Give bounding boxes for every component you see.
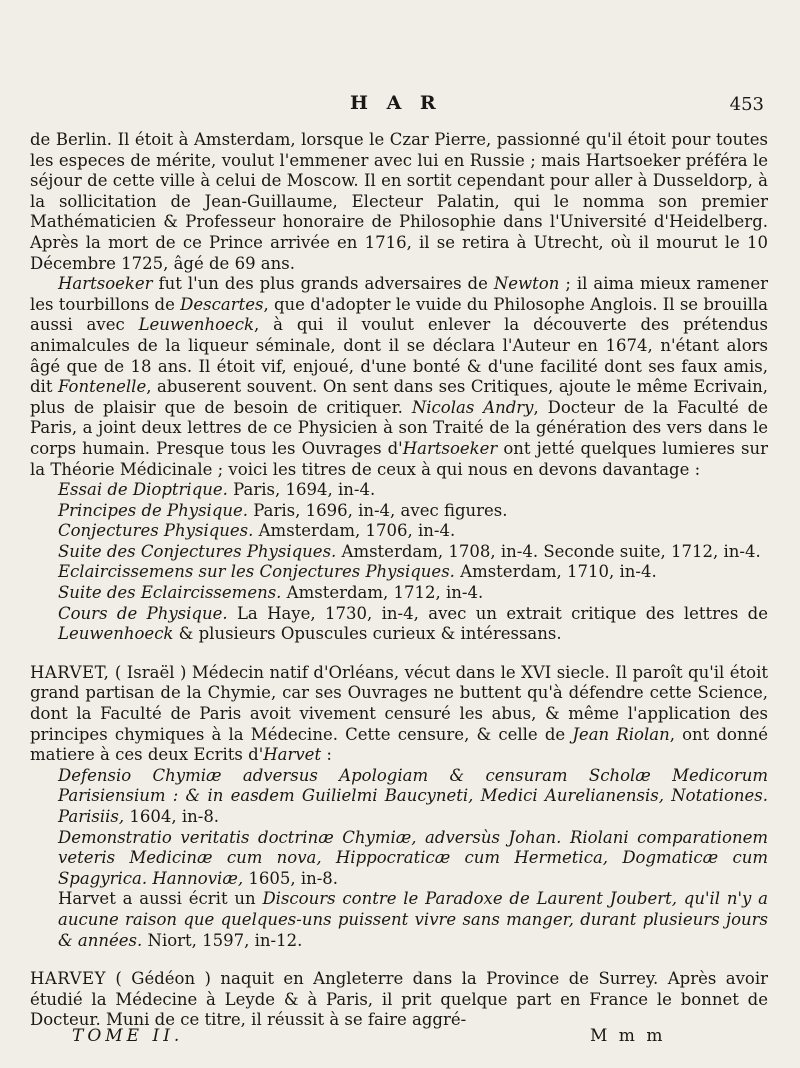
harvet-work-3 bbox=[30, 889, 768, 951]
headword-harvet: HARVET, bbox=[30, 662, 110, 682]
text-run: fut l'un des plus grands adversaires de bbox=[152, 274, 494, 294]
text-run: , que d'adopter le vuide du Philosophe Anglois. Il se brouilla aussi avec bbox=[30, 294, 768, 335]
volume-label: TOME II. bbox=[72, 1026, 184, 1046]
text-run: ont jetté quelques lumieres sur la Théorie Médicinale ; voici les titres de ceux à qui nous en devons davantage : bbox=[30, 438, 768, 479]
work-title: Discours contre le Paradoxe de Laurent Joubert, qu'il n'y a aucune raison que quelques-uns puissent vivre sans manger, durant plusieurs jours & années. bbox=[58, 889, 768, 950]
work-details: Paris, 1694, in-4. bbox=[227, 480, 376, 500]
work-entry bbox=[30, 501, 768, 522]
entry-gap bbox=[30, 645, 768, 663]
work-details: & plusieurs Opuscules curieux & intéressans. bbox=[173, 624, 562, 644]
harvet-work-2 bbox=[30, 828, 768, 890]
harvet-entry bbox=[30, 663, 768, 766]
name-fontenelle: Fontenelle bbox=[58, 377, 147, 397]
text-run: : bbox=[321, 745, 332, 765]
page-body bbox=[30, 130, 768, 1031]
work-details: Paris, 1696, in-4, avec figures. bbox=[248, 500, 508, 520]
work-details: Amsterdam, 1712, in-4. bbox=[281, 583, 484, 603]
text-run: , à qui il voulut enlever la découverte des prétendus animalcules de la liqueur séminale, dont il se déclara l'Auteur en 1674, n'étant alors âgé que de 18 ans. Il étoit vif, enjoué, d'une bonté & d'une facilité dont ses faux amis, dit bbox=[30, 315, 768, 397]
work-title: Conjectures Physiques. bbox=[58, 521, 254, 541]
text-run: , Docteur de la Faculté de Paris, a joint deux lettres de ce Physicien à son Traité de la génération des vers dans le corps humain. Presque tous les Ouvrages d' bbox=[30, 397, 768, 458]
hartsoeker-paragraph-1: de Berlin. Il étoit à Amsterdam, lorsque le Czar Pierre, passionné qu'il étoit pour toutes les especes de mérite, voulut l'emmener avec lui en Russie ; mais Hartsoeker préféra le séjour de cette ville à celui de Moscow. Il en sortit cependant pour aller à Dusseldorp, à la sollicitation de Jean-Guillaume, Electeur Palatin, qui le nomma son premier Mathématicien & Professeur honoraire de Philosophie dans l'Université d'Heidelberg. Après la mort de ce Prince arrivée en 1716, il se retira à Utrecht, où il mourut le 10 Décembre 1725, âgé de 69 ans. bbox=[30, 130, 768, 273]
work-entry bbox=[30, 583, 768, 604]
work-entry-cours bbox=[30, 604, 768, 645]
work-title: Principes de Physique. bbox=[58, 500, 249, 520]
page-header bbox=[0, 92, 800, 122]
headword-harvey: HARVEY bbox=[30, 969, 106, 989]
work-details: Amsterdam, 1708, in-4. Seconde suite, 1712, in-4. bbox=[336, 541, 761, 561]
work-details: Niort, 1597, in-12. bbox=[142, 930, 303, 950]
text-run: , ont donné matiere à ces deux Ecrits d' bbox=[30, 724, 768, 765]
work-details: Amsterdam, 1710, in-4. bbox=[454, 562, 657, 582]
name-leuwenhoeck: Leuwenhoeck bbox=[58, 624, 174, 644]
text-run: ( Gédéon ) naquit en Angleterre dans la Province de Surrey. Après avoir étudié la Médecine à Leyde & à Paris, il prit quelque part en France le bonnet de Docteur. Muni de ce titre, il réussit à se faire aggré- bbox=[30, 969, 768, 1030]
page-number: 453 bbox=[729, 94, 764, 115]
work-entry bbox=[30, 480, 768, 501]
work-title: Essai de Dioptrique. bbox=[58, 480, 228, 500]
work-title: Suite des Eclaircissemens. bbox=[58, 583, 282, 603]
name-andry: Nicolas Andry bbox=[411, 397, 534, 417]
work-title: Cours de Physique. bbox=[58, 603, 228, 623]
work-title: Demonstratio veritatis doctrinæ Chymiæ, adversùs Johan. Riolani comparationem veteris Medicinæ cum nova, Hippocraticæ cum Hermetica, Dogmaticæ cum Spagyrica. Hannoviæ, bbox=[58, 827, 768, 888]
text-run: , abuserent souvent. On sent dans ses Critiques, ajoute le même Ecrivain, plus de plaisir que de besoin de critiquer. bbox=[30, 377, 768, 417]
text-run: ( Israël ) Médecin natif d'Orléans, vécut dans le XVI siecle. Il paroît qu'il étoit grand partisan de la Chymie, car ses Ouvrages ne buttent qu'à défendre cette Science, dont la Faculté de Paris avoit vivement censuré les abus, & même l'application des principes chymiques à la Médecine. Cette censure, & celle de bbox=[30, 662, 768, 744]
work-entry bbox=[30, 542, 768, 563]
work-title: Eclaircissemens sur les Conjectures Physiques. bbox=[58, 562, 455, 582]
text-run: ; il aima mieux ramener les tourbillons de bbox=[30, 274, 768, 314]
name-leuwenhoeck: Leuwenhoeck bbox=[138, 315, 255, 335]
work-title: Suite des Conjectures Physiques. bbox=[58, 541, 337, 561]
name-descartes: Descartes bbox=[180, 294, 264, 314]
work-title: Defensio Chymiæ adversus Apologiam & censuram Scholæ Medicorum Parisiensium : & in easdem Guilielmi Baucyneti, Medici Aurelianensis, Notationes. Parisiis, bbox=[58, 765, 768, 826]
page-footer bbox=[0, 1026, 800, 1056]
work-entry bbox=[30, 521, 768, 542]
work-details: Amsterdam, 1706, in-4. bbox=[253, 521, 456, 541]
running-title: H A R bbox=[350, 92, 442, 114]
work-entry bbox=[30, 562, 768, 583]
name-harvet: Harvet bbox=[263, 745, 322, 765]
entry-gap bbox=[30, 951, 768, 969]
harvet-work-1 bbox=[30, 766, 768, 828]
name-hartsoeker: Hartsoeker bbox=[58, 274, 153, 294]
text-run: Harvet a aussi écrit un bbox=[58, 889, 263, 909]
name-riolan: Jean Riolan bbox=[572, 724, 670, 744]
signature-mark: M m m bbox=[590, 1026, 666, 1046]
work-details: 1604, in-8. bbox=[124, 807, 220, 826]
name-newton: Newton bbox=[493, 274, 560, 294]
hartsoeker-paragraph-2 bbox=[30, 274, 768, 480]
harvey-entry bbox=[30, 969, 768, 1031]
work-details: La Haye, 1730, in-4, avec un extrait critique des lettres de bbox=[227, 603, 768, 623]
name-hartsoeker: Hartsoeker bbox=[402, 438, 498, 458]
work-details: 1605, in-8. bbox=[243, 868, 339, 888]
